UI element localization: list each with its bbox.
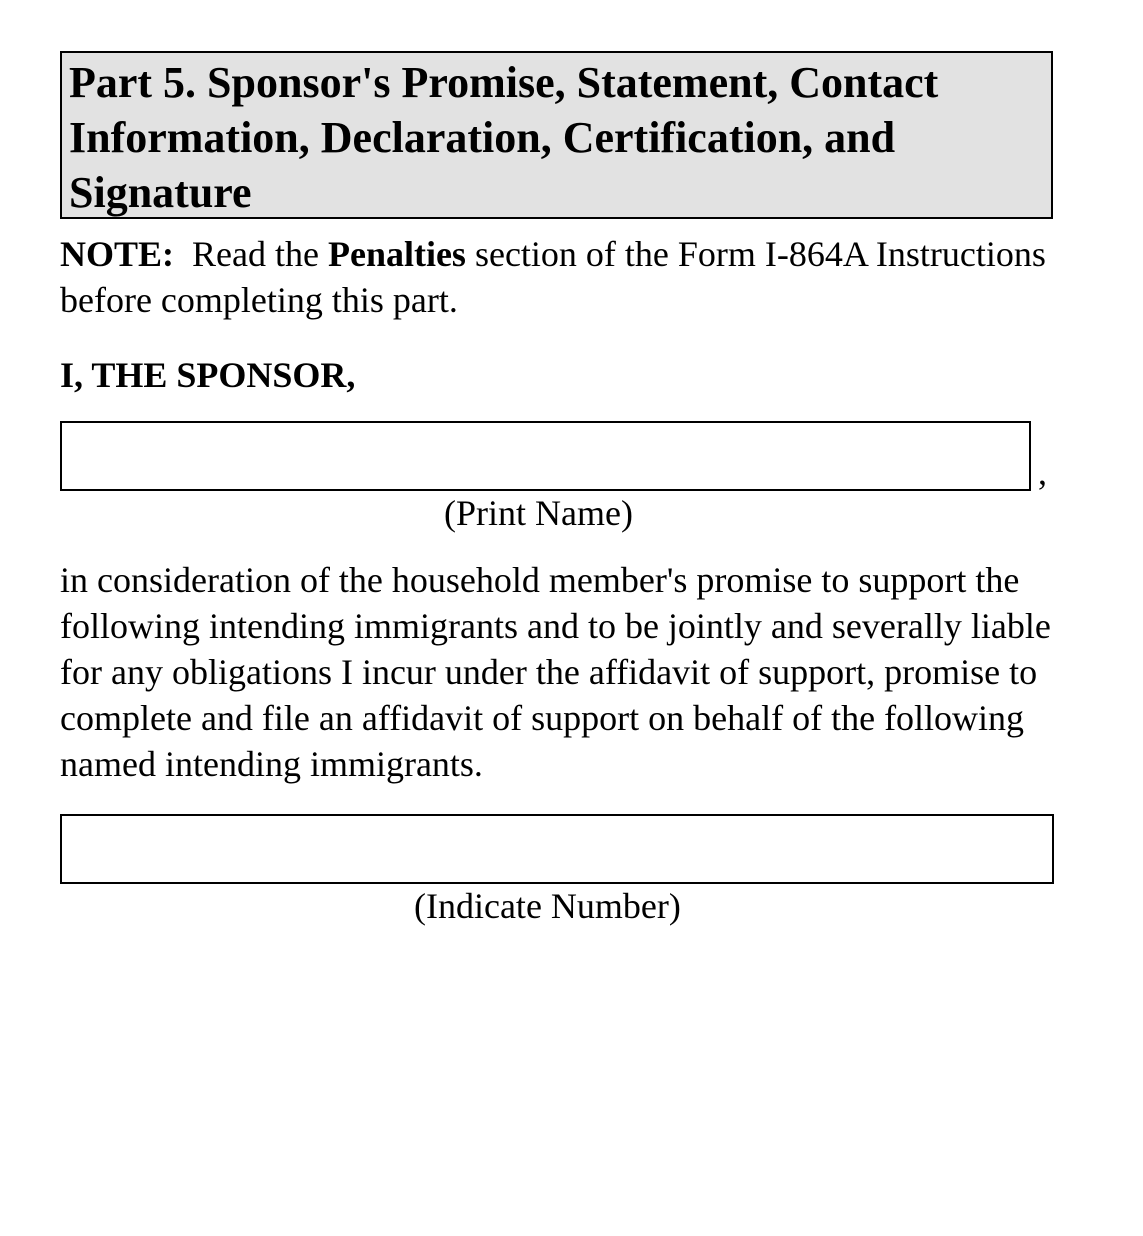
note-label: NOTE: [60, 234, 175, 274]
note-text-before: Read the [174, 234, 328, 274]
print-name-comma: , [1038, 452, 1047, 492]
note-emphasis-penalties: Penalties [327, 234, 466, 274]
note-text-after: section of the Form I-864A Instructions before completing this part. [60, 234, 1046, 320]
part-5-title: Part 5. Sponsor's Promise, Statement, Contact Information, Declaration, Certification, and Signature [69, 58, 939, 217]
part-5-header [60, 51, 1053, 219]
sponsor-heading: I, THE SPONSOR, [60, 355, 356, 395]
indicate-number-field[interactable] [60, 814, 1054, 884]
print-name-field[interactable] [60, 421, 1031, 491]
penalties-note [60, 231, 1060, 323]
indicate-number-caption: (Indicate Number) [414, 886, 681, 926]
consideration-paragraph: in consideration of the household member's promise to support the following intending immigrants and to be jointly and severally liable for any obligations I incur under the affidavit of support, promise to complete and file an affidavit of support on behalf of the following named intending immigrants. [60, 560, 1051, 784]
print-name-caption: (Print Name) [444, 493, 633, 533]
